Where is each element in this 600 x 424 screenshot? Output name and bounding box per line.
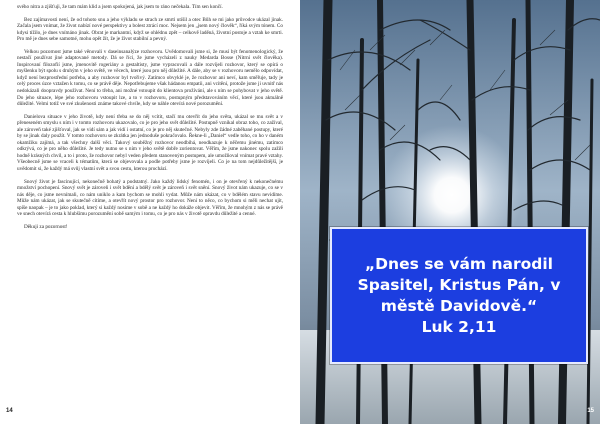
quote-text: „Dnes se vám narodil Spasitel, Kristus Pán, v městě Davidově.“ (357, 254, 561, 315)
article-text-column (17, 4, 283, 236)
page-number-left: 14 (6, 408, 13, 414)
page-number-right: 15 (587, 408, 594, 414)
right-page (300, 0, 600, 424)
bible-quote-box (330, 227, 588, 364)
article-paragraph: Bez zajímavosti není, že od tohoto snu a jeho výkladu se strach ze smrti utišil a otec Bůh se mi jako průvodce ukázal jinak. Začala jsem vnímat, že život nabízí nové perspektivy a bolest ztrácí moc. Nejsem jen „jsem nový člověk“, říká svým tónem. Co kdysi tížilo, je dnes vnímáno jinak. Obrat je markantní, když se ohlédnu zpět – celkově laděná, životní postoje a vztah ke smrti. Pro mě je dnes sebe samotné, mohu opět žít, že je život stabilní a pevný. (17, 16, 283, 43)
article-paragraph: Snový život je fascinující, nekonečně bohatý a podstatný. Jako každý lidský fenomén, i on je otevřený k nekonečnému množství pochopení. Snový svět je zároveň i svět bdění a bdělý svět je zároveň i svět snění. Snový život nám ukazuje, co se v nás děje, co jsme nevnímali, co nám uniklo a kam bychom se mohli vydat. Může nám ukázat, co v bdělém stavu nevidíme. Může nám ukázat, jak se skutečně cítíme, a otevřít nový prostor pro rozhovor. Není to něco, co bychom si měli nechat ujít, spíše naopak – je to jako poklad, který si každý nosíme v sobě a ne každý ho dokáže objevit. Věřím, že mnohým z nás se právě ve snech otevírá cesta k hlubšímu porozumění sobě samým i tomu, co je pro nás v životě opravdu důležité a cenné. (17, 178, 283, 218)
article-paragraph: Danielova situace v jeho životě, kdy není třeba se do něj vcítit, stačí mu otevřít do jeho světa, ukázal se mu svět a v přeneseném smyslu s ním i v tomto rozhovoru ukazovalo, co je pro jeho svět důležité. Postupně vznikal obraz toho, co zažíval, ale zároveň také zjišťoval, jak se vidí sám a jak vidí i ostatní, co je pro něj skutečné. Nebyly zde žádné zaběhané postupy, které by se jinak daly použít. V tomto rozhovoru se zkrátka jen jednoduše pokračovalo. Řekne-li „Daniel“ vedle toho, co ho v daném okamžiku zajímá, a tak všechny další věci. Takový souběžný rozhovor neodbíhá, neodkazuje k něčemu jinému, zatímco odkrývá, co je pro něho důležité. Je tedy nutno se s ním v jeho světě dobře zorientovat. Věřím, že jsme nakonec spolu zažili hodně krásných chvil, a to i proto, že rozhovor nebyl veden předem stanoveným postupem, ale umožňoval vnímat pravé vztahy. Všeobecně jsme se vraceli k tématům, která se objevovala a podle potřeby jsme je rozvíjeli. Co je na tom nejdůležitější, je uvědomit si, že každý má svůj vlastní svět a svou cestu, kterou prochází. (17, 113, 283, 173)
quote-reference: Luk 2,11 (421, 317, 497, 336)
article-paragraph: svého nitra a zjišťuji, že tam mám klid a jsem spokojená, jak jsem to ráno nečekala. Tím sen končí. (17, 4, 223, 10)
closing-line: Děkuji za pozornost! (24, 223, 68, 230)
article-paragraph: Velkou pozornost jsme také věnovali v daseinsanalýze rozhovoru. Uvědomovali jsme si, že musí být fenomenologický, že nestačí používat jiné adaptované metody. Dá se říci, že jsme vycházeli z nauky Medarda Bosse (Nitrní svět člověka). Inspirovaní filozofií jsme, jmenovitě rogeriány a gestaltisty, jsme vypracovali a dále rozvíjeli rozhovor, který se opírá o myšlenku být spolu s druhým v jeho světě, ve věcech, které jsou pro něj důležité. A dále, aby se v rozhovoru nemělo odpovídat, když není bezprostřední potřeba, a aby rozhovor byl tvořivý. Zatímco obvyklé je, že rozhovor ani neví, kam směřuje, tady je celý proces úzce vztažen k tomu, co se právě děje. Nepotřebujeme však hádanou empatii, ani vcítění, protože jsme ji uvnitř nás nedokázali doopravdy používat. Není to třeba, ani možné vstoupit do klientova prožívání, ale s ním se pohybovat v jeho světě. Do jeho situace, lépe jeho rozhovoru vstoupit lze, a to v rozhovoru, postupným představováním věcí, které jsou aktuálně důležité. Velmi totiž ve své zkušenosti známe takové chvíle, kdy se náhle otevírá nové porozumění. (17, 48, 283, 108)
